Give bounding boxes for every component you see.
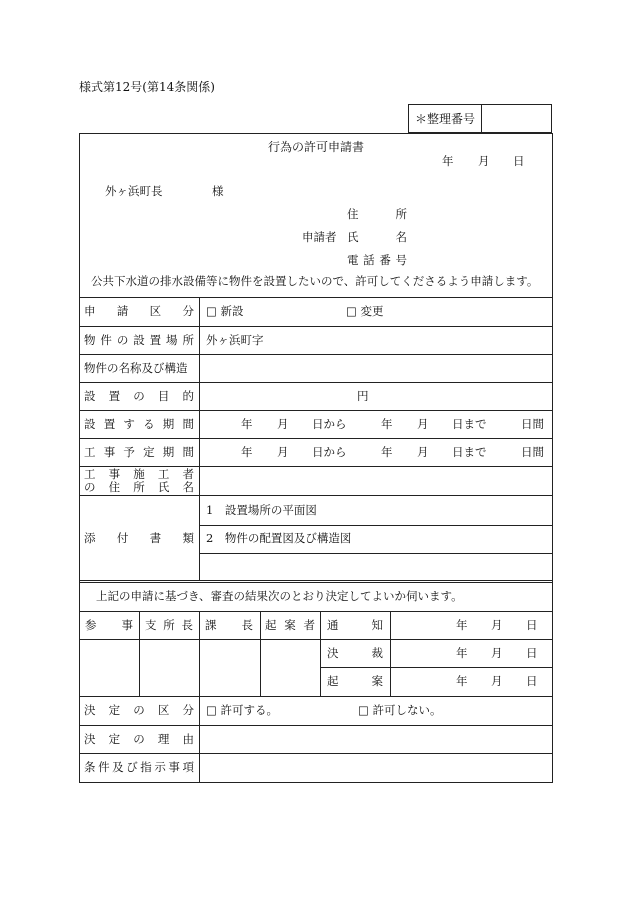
conditions-label: 条 件 及 び 指 示 事 項 <box>84 760 194 774</box>
step-decision-label: 決 裁 <box>327 646 383 660</box>
kacho-label: 課 長 <box>205 618 253 632</box>
review-statement: 上記の申請に基づき、審査の結果次のとおり決定してよいか伺います。 <box>96 589 463 603</box>
period-from-month: 月 <box>277 417 289 431</box>
step-decision-day: 日 <box>526 646 538 660</box>
work-from-day: 日から <box>312 445 347 459</box>
intro-statement: 公共下水道の排水設備等に物件を設置したいので、許可してくださるよう申請します。 <box>91 274 539 288</box>
attachment-item-1: 1 設置場所の平面図 <box>206 503 317 517</box>
reason-label: 決 定 の 理 由 <box>84 732 194 746</box>
work-from-year: 年 <box>241 445 253 459</box>
applicant-name-label: 氏 名 <box>347 230 407 244</box>
work-to-month: 月 <box>417 445 429 459</box>
work-from-month: 月 <box>277 445 289 459</box>
step-decision-year: 年 <box>456 646 468 660</box>
purpose-label: 設 置 の 目 的 <box>84 389 194 403</box>
period-days: 日間 <box>521 417 544 431</box>
location-value[interactable]: 外ヶ浜町字 <box>206 333 264 347</box>
decision-label: 決 定 の 区 分 <box>84 703 194 717</box>
permit-checkbox[interactable]: □ 許可する。 <box>206 703 279 717</box>
form-id: 様式第12号(第14条関係) <box>79 80 215 94</box>
work-to-year: 年 <box>381 445 393 459</box>
period-from-day: 日から <box>312 417 347 431</box>
contractor-label-line1: 工 事 施 工 者 <box>84 467 194 481</box>
work-days: 日間 <box>521 445 544 459</box>
work-to-day: 日まで <box>452 445 487 459</box>
step-notice-year: 年 <box>456 618 468 632</box>
addressee: 外ヶ浜町長 <box>105 184 163 198</box>
applicant-label: 申請者 <box>302 230 337 244</box>
period-to-year: 年 <box>381 417 393 431</box>
attachments-label: 添 付 書 類 <box>84 531 194 545</box>
location-label: 物 件 の 設 置 場 所 <box>84 333 194 347</box>
date-day: 日 <box>513 154 525 168</box>
applicant-address-label: 住 所 <box>347 207 407 221</box>
step-notice-day: 日 <box>526 618 538 632</box>
step-decision-month: 月 <box>491 646 503 660</box>
applicant-phone-label: 電 話 番 号 <box>347 253 407 267</box>
step-draft-day: 日 <box>526 674 538 688</box>
object-field[interactable] <box>201 356 551 381</box>
period-from-year: 年 <box>241 417 253 431</box>
serial-number-field[interactable] <box>482 106 550 131</box>
step-draft-year: 年 <box>456 674 468 688</box>
step-notice-month: 月 <box>491 618 503 632</box>
period-to-day: 日まで <box>452 417 487 431</box>
period-to-month: 月 <box>417 417 429 431</box>
addressee-suffix: 様 <box>212 184 224 198</box>
category-label: 申 請 区 分 <box>84 304 194 318</box>
purpose-unit: 円 <box>357 389 369 403</box>
kian-label: 起 案 者 <box>265 618 315 632</box>
shishocho-label: 支 所 長 <box>145 618 193 632</box>
attachment-item-2: 2 物件の配置図及び構造図 <box>206 531 352 545</box>
category-new-checkbox[interactable]: □ 新設 <box>206 304 244 318</box>
serial-number-label: ＊整理番号 <box>415 112 476 126</box>
conditions-field[interactable] <box>201 755 551 781</box>
step-draft-label: 起 案 <box>327 674 383 688</box>
step-notice-label: 通 知 <box>327 618 383 632</box>
contractor-label-line2: の 住 所 氏 名 <box>84 480 194 494</box>
sanji-label: 参 事 <box>85 618 133 632</box>
reason-field[interactable] <box>201 727 551 752</box>
period-label: 設 置 す る 期 間 <box>84 417 194 431</box>
form-title: 行為の許可申請書 <box>268 140 365 154</box>
date-year: 年 <box>442 154 454 168</box>
category-change-checkbox[interactable]: □ 変更 <box>346 304 384 318</box>
object-label: 物件の名称及び構造 <box>84 361 188 375</box>
work-period-label: 工 事 予 定 期 間 <box>84 445 194 459</box>
step-draft-month: 月 <box>491 674 503 688</box>
date-month: 月 <box>478 154 490 168</box>
deny-checkbox[interactable]: □ 許可しない。 <box>358 703 442 717</box>
